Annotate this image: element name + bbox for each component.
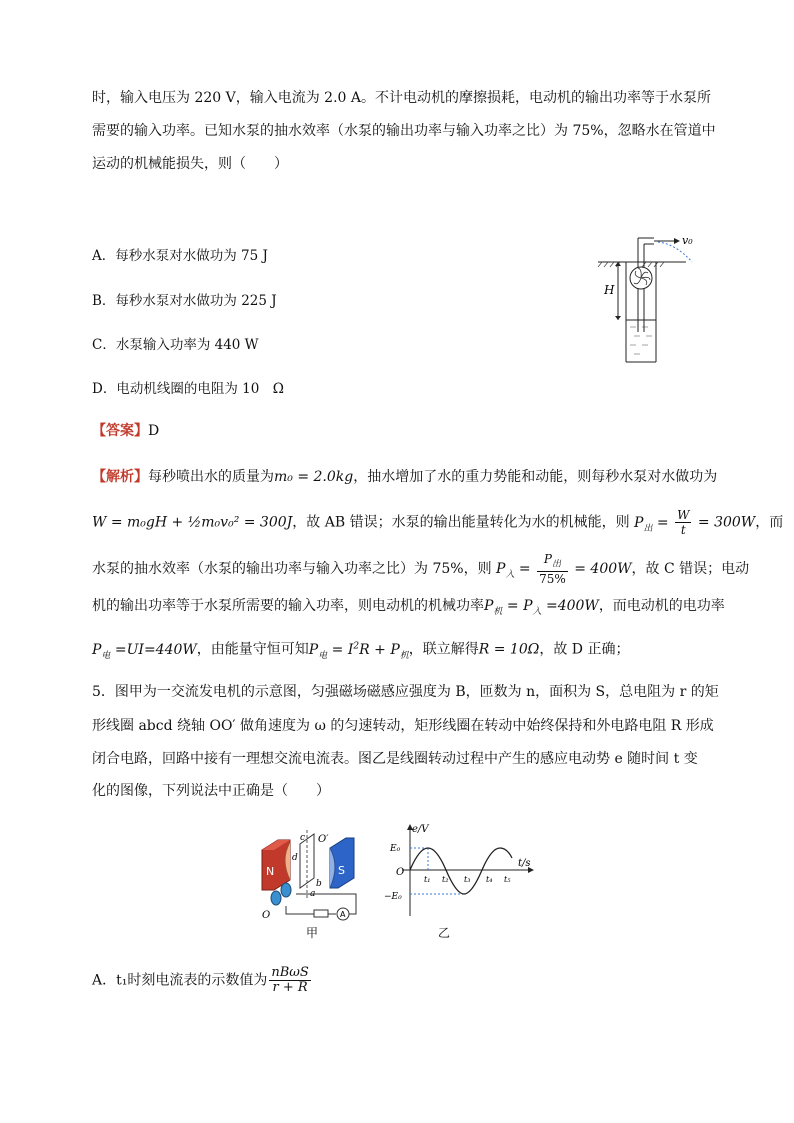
analysis-line-5: $P_电 =UI=440W$，由能量守恒可知$P_电 = I^2R + P_机$，联立解得R = 10Ω，故 D 正确；: [92, 641, 630, 661]
figure-yi-caption: 乙: [438, 926, 451, 940]
work-equation: W = m₀gH + ½m₀v₀² = 300J: [92, 514, 293, 531]
analysis-text: ，由能量守恒可知: [196, 641, 309, 658]
svg-text:b: b: [316, 879, 322, 889]
analysis-text: ，而电动机的电功率: [598, 598, 725, 614]
q4-stem-line-3: 运动的机械能损失，则（ ）: [92, 156, 288, 172]
pump-figure: [596, 232, 706, 364]
analysis-text: ，故 D 正确；: [539, 641, 630, 658]
analysis-text: ，故 AB 错误；水泵的输出能量转化为水的机械能，则: [292, 514, 630, 531]
q4-option-d: D．电动机线圈的电阻为 10 Ω: [92, 381, 284, 397]
magnet-n-label: N: [266, 865, 275, 878]
figure-jia-caption: 甲: [306, 926, 319, 940]
analysis-line-2: W = m₀gH + ½m₀v₀² = 300J，故 AB 错误；水泵的输出能量转化为水的机械能，则 $P_出$ = $\frac{W}{t}$ = 300W，而: [92, 508, 784, 537]
analysis-text: 水泵的抽水效率（水泵的输出功率与输入功率之比）为 75%，则: [92, 561, 492, 578]
tick-t1: t₁: [424, 875, 431, 884]
q5-option-a: A．t₁时刻电流表的示数值为 $\frac{\text{nBωS}}{r + R}$: [92, 965, 309, 995]
magnet-s-label: S: [338, 864, 345, 877]
q5-stem-line-1: 5．图甲为一交流发电机的示意图，匀强磁场磁感应强度为 B，匝数为 n，面积为 S，总电阻为 r 的矩: [92, 684, 719, 700]
analysis-line-4: 机的输出功率等于水泵所需要的输入功率，则电动机的机械功率$P_机 = P_入 =400W$，而电动机的电功率: [92, 598, 725, 617]
generator-figure: [256, 828, 372, 922]
q5-stem-line-2: 形线圈 abcd 绕轴 OO′ 做角速度为 ω 的匀速转动，矩形线圈在转动中始终保持和外电路电阻 R 形成: [92, 718, 714, 734]
q5-stem-line-3: 闭合电路，回路中接有一理想交流电流表。图乙是线圈转动过程中产生的感应电动势 e 随时间 t 变: [92, 751, 698, 767]
tick-t2: t₂: [442, 875, 449, 884]
origin-label: O: [396, 867, 405, 878]
tick-t4: t₄: [486, 875, 493, 884]
tick-t3: t₃: [464, 875, 471, 884]
tick-t5: t₅: [504, 875, 511, 884]
x-axis-label: t/s: [518, 858, 531, 869]
analysis-text: 机的输出功率等于水泵所需要的输入功率，则电动机的机械功率: [92, 598, 484, 614]
q4-stem-line-2: 需要的输入功率。已知水泵的抽水效率（水泵的输出功率与输入功率之比）为 75%，忽略水在管道中: [92, 123, 716, 139]
q4-option-a: A．每秒水泵对水做功为 75 J: [92, 248, 268, 264]
y-axis-label: e/V: [412, 824, 429, 835]
analysis-line-3: 水泵的抽水效率（水泵的输出功率与输入功率之比）为 75%，则 $P_入$ = $\frac{P_出}{75\%}$ = 400W，故 C 错误；电动: [92, 552, 750, 587]
h-label: H: [604, 283, 615, 297]
svg-text:d: d: [292, 853, 298, 863]
svg-text:A: A: [340, 910, 346, 919]
mass-expr: m₀ = 2.0kg: [274, 469, 354, 485]
q4-stem-line-1: 时，输入电压为 220 V，输入电流为 2.0 A。不计电动机的摩擦损耗，电动机的输出功率等于水泵所: [92, 90, 712, 106]
neg-e0-label: −E₀: [384, 892, 402, 902]
emf-graph: [380, 818, 540, 918]
analysis-text: ，抽水增加了水的重力势能和动能，则每秒水泵对水做功为: [353, 469, 718, 485]
answer-line: [92, 421, 159, 441]
e0-label: E₀: [390, 844, 401, 854]
svg-text:a: a: [310, 889, 316, 899]
v0-label: v₀: [682, 234, 693, 247]
q5-stem-line-4: 化的图像，下列说法中正确是（ ）: [92, 783, 330, 799]
analysis-text: ，而: [755, 514, 784, 531]
q4-option-b: B．每秒水泵对水做功为 225 J: [92, 293, 277, 309]
answer-value: D: [148, 423, 160, 439]
analysis-tag: 【解析】: [92, 469, 148, 485]
q5-option-a-prefix: A．t₁时刻电流表的示数值为: [92, 972, 268, 989]
analysis-text: ，联立解得: [408, 641, 479, 658]
svg-text:O′: O′: [318, 834, 329, 845]
answer-tag: 【答案】: [92, 423, 148, 439]
svg-text:c: c: [300, 833, 306, 843]
analysis-text: ，故 C 错误；电动: [631, 561, 750, 578]
svg-text:O: O: [262, 910, 271, 921]
analysis-text: 每秒喷出水的质量为: [148, 469, 274, 485]
analysis-line-1: [92, 467, 717, 487]
q4-option-c: C．水泵输入功率为 440 W: [92, 337, 259, 353]
